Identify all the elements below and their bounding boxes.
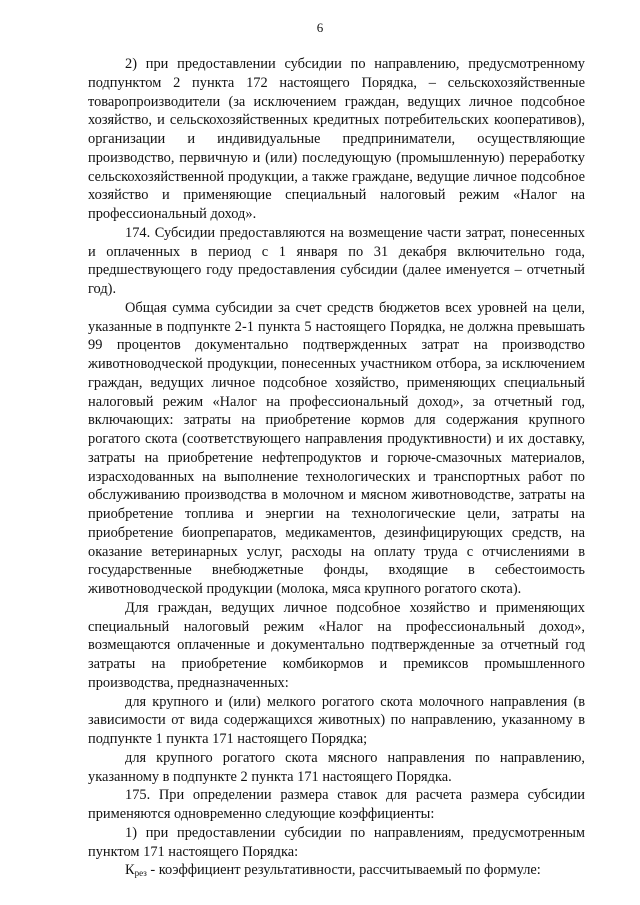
paragraph-coefficient-definition: [88, 861, 585, 883]
paragraph-personal-farm: Для граждан, ведущих личное подсобное хозяйство и применяющих специальный налоговый режим «Налог на профессиональный доход», возмещаются оплаченные и документально подтвержденные за отчетный год затраты на приобретение комбикормов и премиксов промышленного производства, предназначенных:: [88, 599, 585, 691]
paragraph-174: 174. Субсидии предоставляются на возмещение части затрат, понесенных и оплаченных в период с 1 января по 31 декабря включительно года, предшествующего году предоставления субсидии (далее именуется – отчетный год).: [88, 224, 585, 297]
paragraph-total-subsidy: Общая сумма субсидии за счет средств бюджетов всех уровней на цели, указанные в подпункте 2-1 пункта 5 настоящего Порядка, не должна превышать 99 процентов документально подтвержденных затрат на производство животноводческой продукции, понесенных участником отбора, за исключением граждан, ведущих личное подсобное хозяйство, применяющих специальный налоговый режим «Налог на профессиональный доход», за отчетный год, включающих: затраты на приобретение кормов для содержания крупного рогатого скота (соответствующего направления продуктивности) и их доставку, затраты на приобретение нефтепродуктов и горюче-смазочных материалов, израсходованных на выполнение технологических и транспортных работ по обслуживанию производства в молочном и мясном животноводстве, затраты на приобретение топлива и энергии на технологические цели, затраты на приобретение биопрепаратов, медикаментов, дезинфицирующих средств, на оказание ветеринарных услуг, расходы на оплату труда с отчислениями в государственные внебюджетные фонды, входящие в себестоимость животноводческой продукции (молока, мяса крупного рогатого скота).: [88, 299, 585, 597]
paragraph-subsidy-direction-2: 2) при предоставлении субсидии по направлению, предусмотренному подпунктом 2 пункта 172 настоящего Порядка, – сельскохозяйственные товаропроизводители (за исключением граждан, ведущих личное подсобное хозяйство, и сельскохозяйственных кредитных потребительских кооперативов), организации и индивидуальные предприниматели, осуществляющие производство, первичную и (или) последующую (промышленную) переработку сельскохозяйственной продукции, а также граждане, ведущие личное подсобное хозяйство и применяющие специальный налоговый режим «Налог на профессиональный доход».: [88, 56, 585, 222]
paragraph-beef-cattle: для крупного рогатого скота мясного направления по направлению, указанному в подпункте 2 пункта 171 настоящего Порядка.: [88, 749, 585, 785]
document-body: [88, 55, 585, 883]
coefficient-subscript: рез: [134, 868, 147, 879]
paragraph-dairy-cattle: для крупного и (или) мелкого рогатого скота молочного направления (в зависимости от вида содержащихся животных) по направлению, указанному в подпункте 1 пункта 171 настоящего Порядка;: [88, 693, 585, 747]
page-number: 6: [316, 20, 324, 35]
paragraph-175: 175. При определении размера ставок для расчета размера субсидии применяются одновременно следующие коэффициенты:: [88, 787, 585, 822]
coefficient-description: - коэффициент результативности, рассчитываемый по формуле:: [146, 862, 541, 879]
coefficient-symbol: К: [125, 862, 135, 879]
paragraph-coefficients-item-1: 1) при предоставлении субсидии по направлениям, предусмотренным пунктом 171 настоящего Порядка:: [88, 824, 585, 860]
